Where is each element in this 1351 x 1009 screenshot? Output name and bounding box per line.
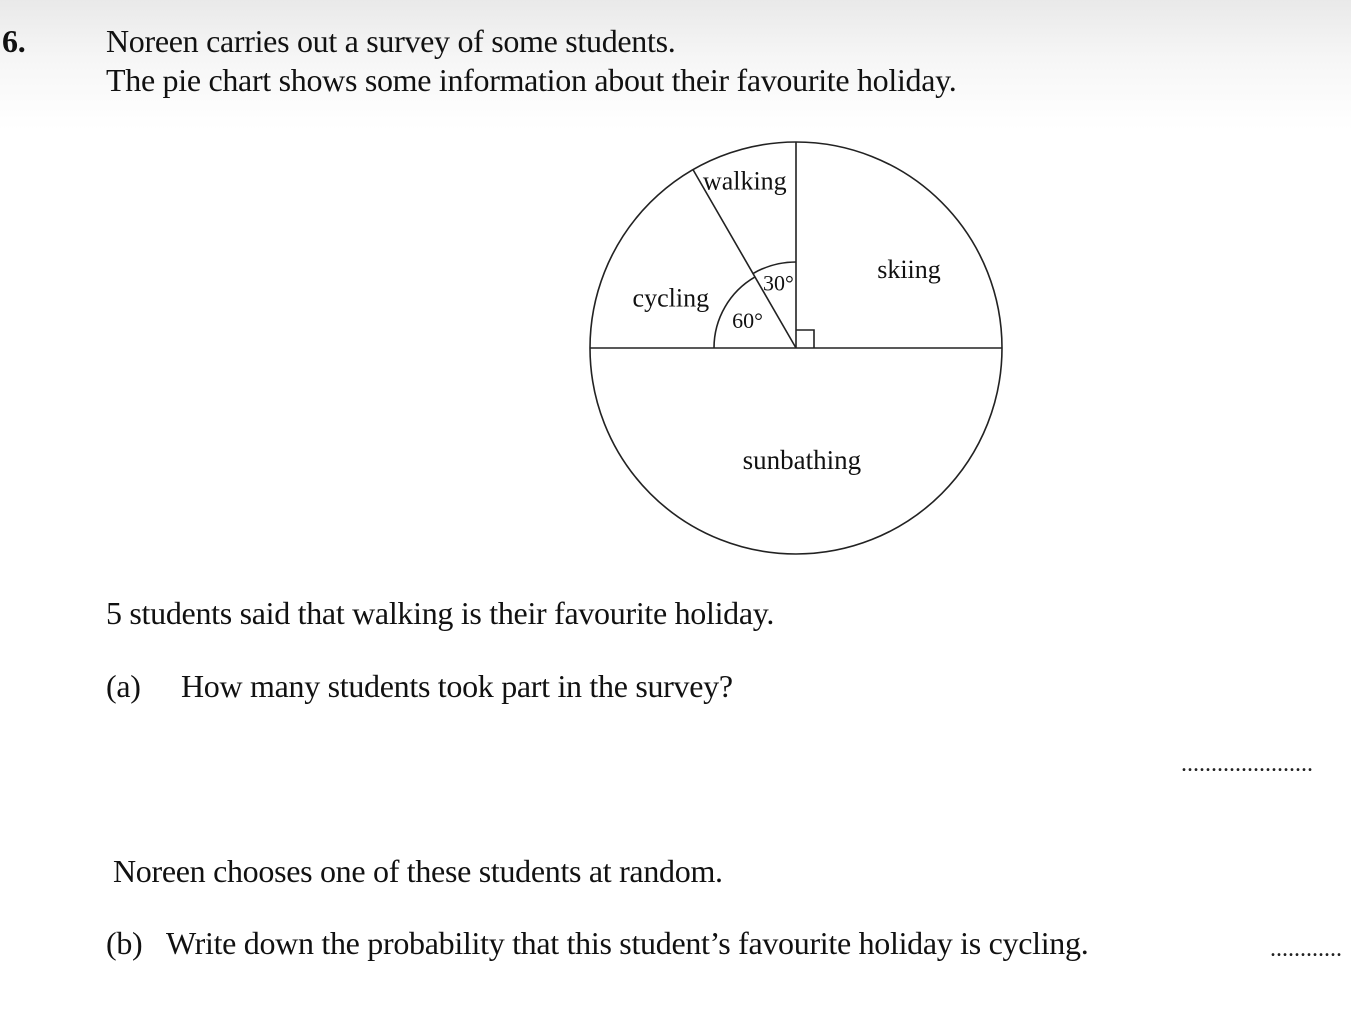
part-b-question: Write down the probability that this student’s favourite holiday is cycling. [166,925,1089,961]
slice-label-skiing: skiing [877,254,941,284]
angle-label-cycling: 60° [732,308,763,333]
walking-statement: 5 students said that walking is their favourite holiday. [106,595,775,631]
part-a-label: (a) [106,668,141,704]
slice-label-walking: walking [702,166,787,196]
part-b-label: (b) [106,925,143,961]
question-intro-line-2: The pie chart shows some information about their favourite holiday. [106,62,957,98]
slice-label-cycling: cycling [632,283,710,313]
pie-chart [560,125,1030,575]
part-a-answer-line[interactable]: ...................... [1181,752,1313,776]
angle-label-walking: 30° [762,270,794,296]
random-choice-statement: Noreen chooses one of these students at random. [113,853,723,889]
slice-label-sunbathing: sunbathing [742,444,862,475]
question-intro-line-1: Noreen carries out a survey of some students. [106,23,676,59]
right-angle-marker [796,330,814,348]
question-number: 6. [2,23,26,59]
part-b-answer-line[interactable]: ............ [1270,937,1342,961]
part-a-question: How many students took part in the survey? [181,668,733,704]
